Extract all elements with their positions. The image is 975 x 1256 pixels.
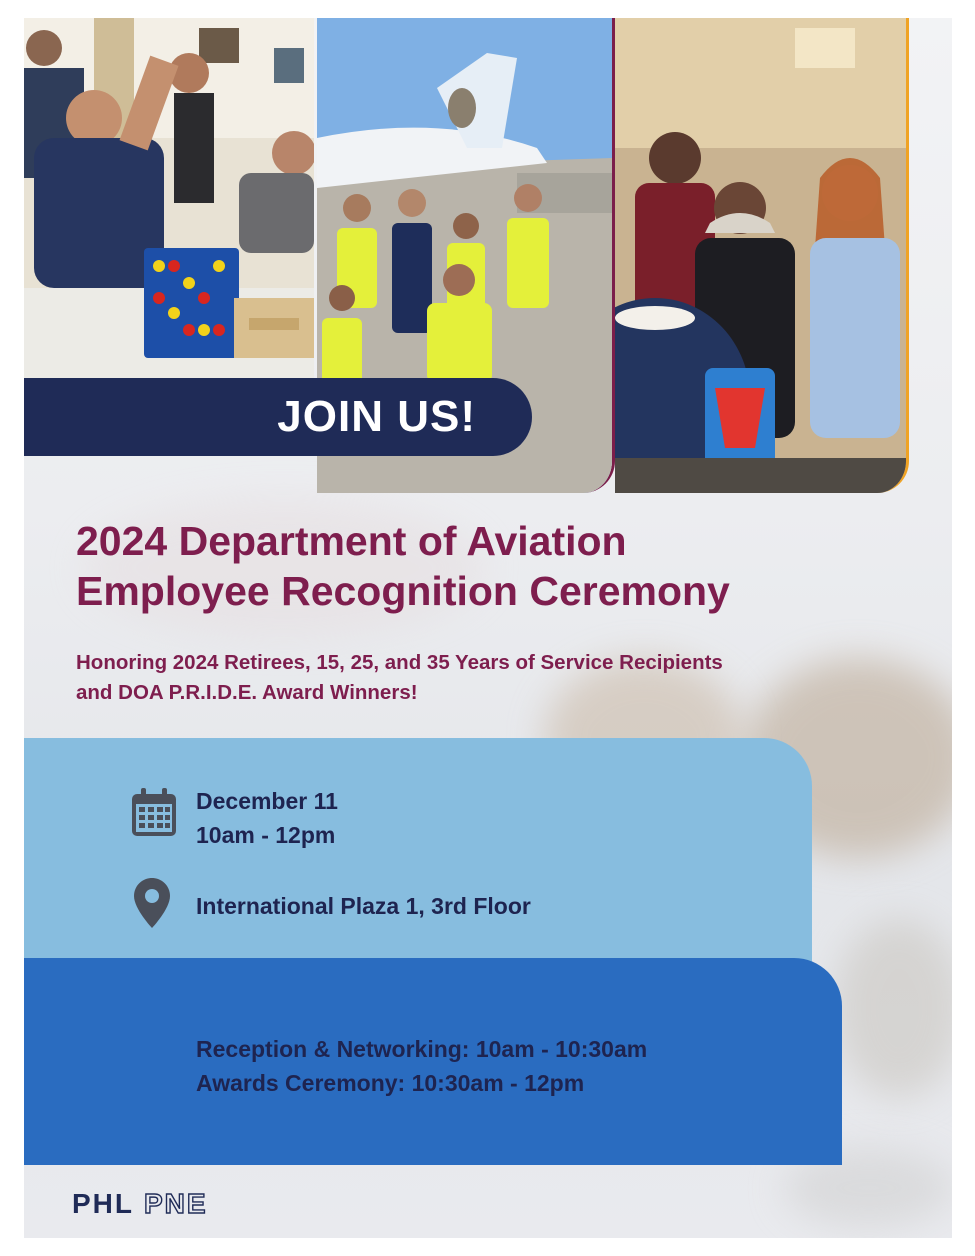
title-line-2: Employee Recognition Ceremony (76, 568, 730, 614)
event-details-panel (24, 738, 812, 968)
background-blur (834, 918, 952, 1098)
event-date-time (196, 784, 338, 852)
subtitle-line-1: Honoring 2024 Retirees, 15, 25, and 35 Years of Service Recipients (76, 651, 723, 674)
photo-game-table (24, 18, 314, 378)
photo-reception (615, 18, 909, 493)
schedule-panel (24, 958, 842, 1165)
event-location: International Plaza 1, 3rd Floor (196, 893, 531, 919)
map-pin-icon (134, 878, 170, 933)
event-date: December 11 (196, 788, 338, 814)
title-line-1: 2024 Department of Aviation (76, 518, 627, 564)
logo-pne: PNE (144, 1188, 208, 1219)
calendar-icon (130, 788, 178, 843)
page-subtitle (76, 648, 936, 708)
schedule-reception: Reception & Networking: 10am - 10:30am (196, 1036, 648, 1062)
schedule-list (196, 1032, 647, 1100)
subtitle-line-2: and DOA P.R.I.D.E. Award Winners! (76, 681, 418, 704)
schedule-ceremony: Awards Ceremony: 10:30am - 12pm (196, 1070, 585, 1096)
join-us-banner: JOIN US! (24, 378, 532, 456)
event-time: 10am - 12pm (196, 822, 336, 848)
page-title (76, 516, 936, 616)
phl-pne-logo (72, 1188, 208, 1220)
flyer (24, 18, 952, 1238)
logo-phl: PHL (72, 1188, 134, 1219)
